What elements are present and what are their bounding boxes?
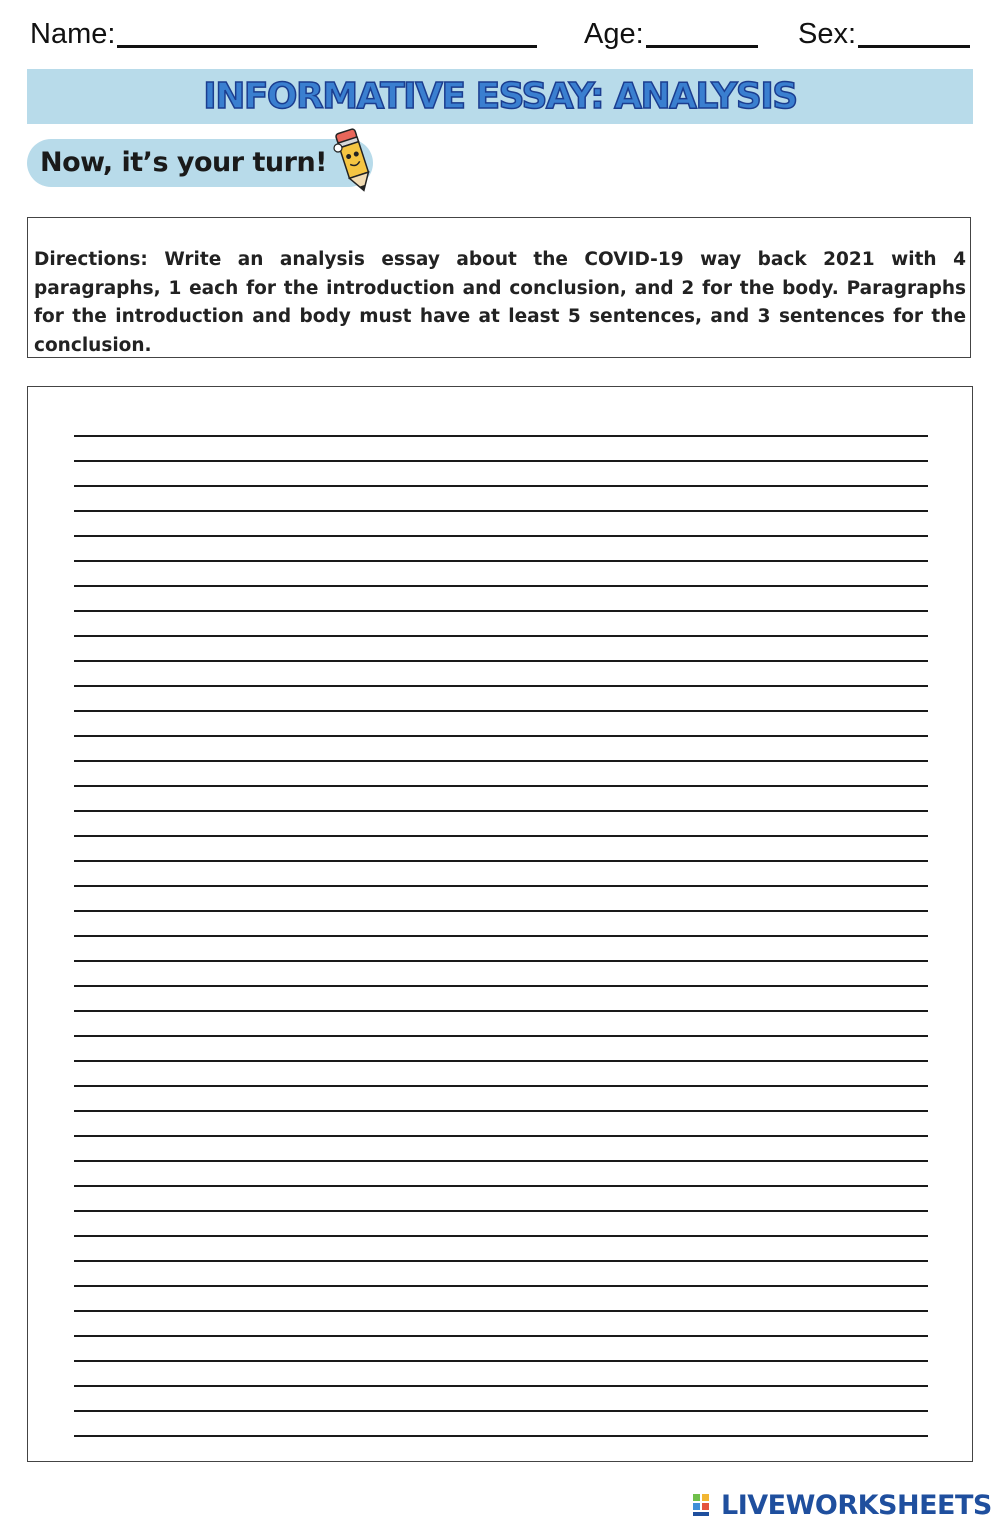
student-info-row [30, 14, 972, 54]
prompt-banner-text: Now, it’s your turn! [40, 147, 327, 178]
liveworksheets-logo-icon [692, 1492, 718, 1518]
writing-line[interactable] [74, 560, 928, 562]
pencil-mascot-icon [330, 124, 378, 196]
writing-line[interactable] [74, 1160, 928, 1162]
age-label: Age: [584, 18, 644, 50]
writing-line[interactable] [74, 1010, 928, 1012]
sex-field [798, 14, 970, 54]
sex-blank[interactable] [858, 45, 970, 48]
writing-line[interactable] [74, 1435, 928, 1437]
writing-line[interactable] [74, 660, 928, 662]
writing-line[interactable] [74, 960, 928, 962]
writing-line[interactable] [74, 1260, 928, 1262]
essay-writing-area[interactable] [27, 386, 973, 1462]
writing-line[interactable] [74, 1285, 928, 1287]
writing-line[interactable] [74, 460, 928, 462]
writing-line[interactable] [74, 985, 928, 987]
age-field [584, 14, 758, 54]
writing-line[interactable] [74, 735, 928, 737]
worksheet-title: INFORMATIVE ESSAY: ANALYSIS [203, 76, 797, 117]
title-banner [27, 69, 973, 124]
writing-line[interactable] [74, 1060, 928, 1062]
writing-line[interactable] [74, 1035, 928, 1037]
writing-line[interactable] [74, 1410, 928, 1412]
writing-line[interactable] [74, 1335, 928, 1337]
name-field [30, 14, 537, 54]
writing-line[interactable] [74, 610, 928, 612]
writing-line[interactable] [74, 1135, 928, 1137]
writing-line[interactable] [74, 810, 928, 812]
writing-line[interactable] [74, 685, 928, 687]
writing-line[interactable] [74, 935, 928, 937]
writing-line[interactable] [74, 635, 928, 637]
writing-line[interactable] [74, 1185, 928, 1187]
writing-line[interactable] [74, 785, 928, 787]
writing-line[interactable] [74, 1310, 928, 1312]
directions-text: Directions: Write an analysis essay about the COVID-19 way back 2021 with 4 paragraphs, 1 each for the introduction and conclusion, and 2 for the body. Paragraphs for the introduction and body must have at least 5 sentences, and 3 sentences for the conclusion. [34, 249, 966, 356]
writing-line[interactable] [74, 1235, 928, 1237]
writing-line[interactable] [74, 585, 928, 587]
name-label: Name: [30, 18, 116, 50]
writing-line[interactable] [74, 835, 928, 837]
liveworksheets-logo [692, 1487, 992, 1523]
writing-line[interactable] [74, 885, 928, 887]
age-blank[interactable] [646, 45, 758, 48]
writing-line[interactable] [74, 1110, 928, 1112]
writing-line[interactable] [74, 760, 928, 762]
writing-line[interactable] [74, 710, 928, 712]
writing-line[interactable] [74, 1210, 928, 1212]
writing-line[interactable] [74, 435, 928, 437]
writing-line[interactable] [74, 1385, 928, 1387]
writing-line[interactable] [74, 1085, 928, 1087]
writing-line[interactable] [74, 1360, 928, 1362]
writing-line[interactable] [74, 910, 928, 912]
sex-label: Sex: [798, 18, 857, 50]
name-blank[interactable] [117, 45, 537, 48]
writing-line[interactable] [74, 510, 928, 512]
logo-text: LIVEWORKSHEETS [721, 1489, 992, 1521]
writing-line[interactable] [74, 485, 928, 487]
writing-line[interactable] [74, 860, 928, 862]
writing-line[interactable] [74, 535, 928, 537]
